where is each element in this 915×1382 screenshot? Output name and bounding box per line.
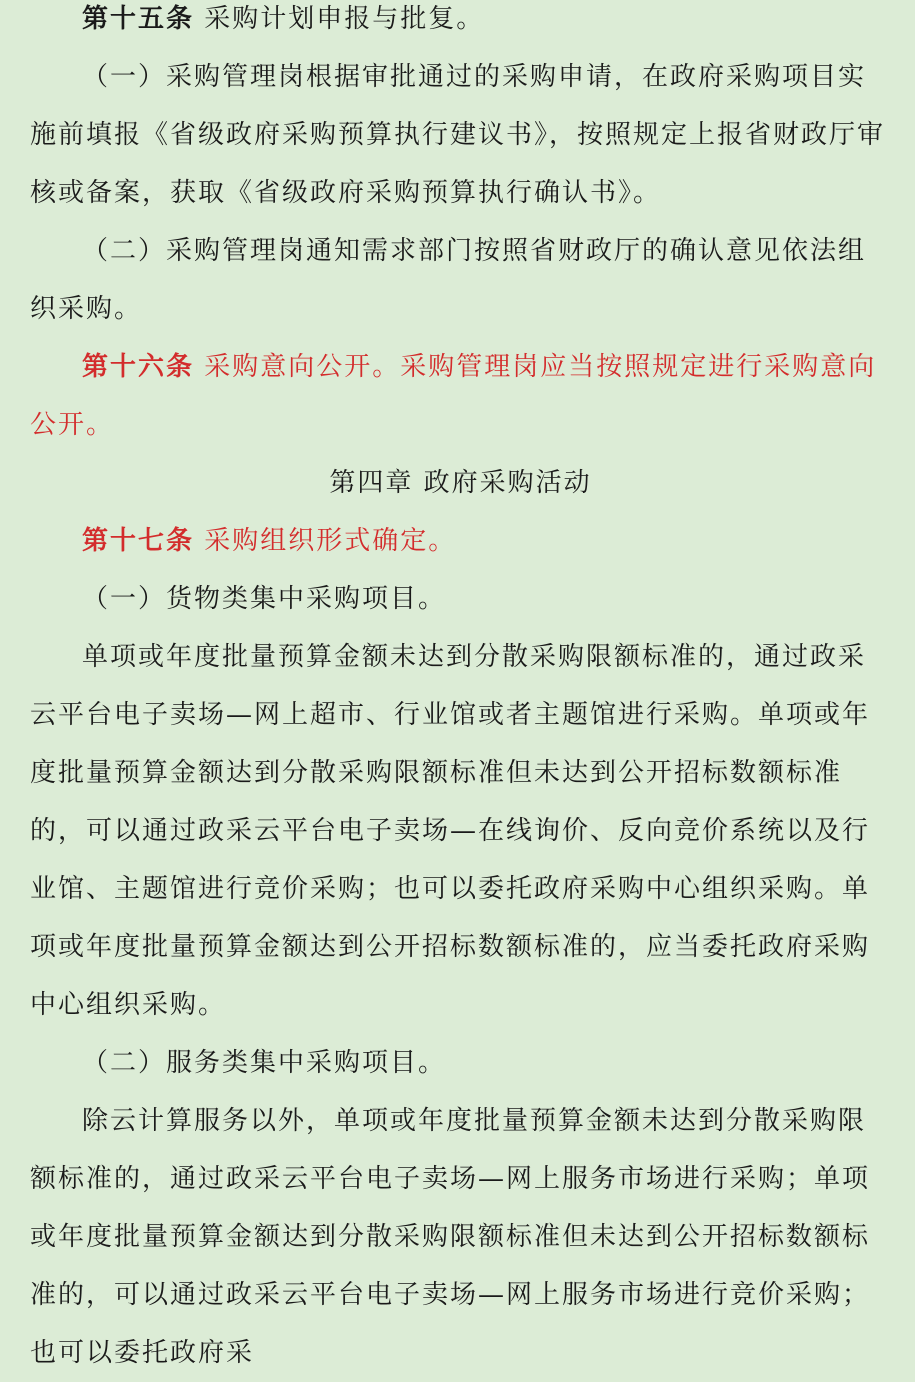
article-17-heading — [30, 512, 891, 570]
article-15-heading — [30, 0, 891, 48]
article-17-item-1-body: 单项或年度批量预算金额未达到分散采购限额标准的，通过政采云平台电子卖场—网上超市、行业馆或者主题馆进行采购。单项或年度批量预算金额达到分散采购限额标准但未达到公开招标数额标准的，可以通过政采云平台电子卖场—在线询价、反向竞价系统以及行业馆、主题馆进行竞价采购；也可以委托政府采购中心组织采购。单项或年度批量预算金额达到公开招标数额标准的，应当委托政府采购中心组织采购。 — [30, 642, 871, 1020]
article-17-item-2-body: 除云计算服务以外，单项或年度批量预算金额未达到分散采购限额标准的，通过政采云平台电子卖场—网上服务市场进行采购；单项或年度批量预算金额达到分散采购限额标准但未达到公开招标数额标准的，可以通过政采云平台电子卖场—网上服务市场进行竞价采购；也可以委托政府采 — [30, 1106, 871, 1368]
article-15-title: 采购计划申报与批复。 — [204, 4, 485, 34]
article-16-label: 第十六条 — [82, 352, 195, 382]
article-16-text: 采购意向公开。采购管理岗应当按照规定进行采购意向公开。 — [30, 352, 877, 440]
article-16-paragraph — [30, 338, 891, 454]
chapter-4-title: 第四章 政府采购活动 — [329, 468, 592, 498]
article-15-label: 第十五条 — [82, 4, 195, 34]
article-17-item-2-title: （二）服务类集中采购项目。 — [82, 1048, 447, 1078]
article-17-label: 第十七条 — [82, 526, 195, 556]
article-15-item-2: （二）采购管理岗通知需求部门按照省财政厅的确认意见依法组织采购。 — [30, 236, 867, 324]
article-17-item-1-title: （一）货物类集中采购项目。 — [82, 584, 447, 614]
article-15-item-1: （一）采购管理岗根据审批通过的采购申请，在政府采购项目实施前填报《省级政府采购预算执行建议书》，按照规定上报省财政厅审核或备案，获取《省级政府采购预算执行确认书》。 — [30, 62, 886, 208]
article-17-title: 采购组织形式确定。 — [204, 526, 457, 556]
